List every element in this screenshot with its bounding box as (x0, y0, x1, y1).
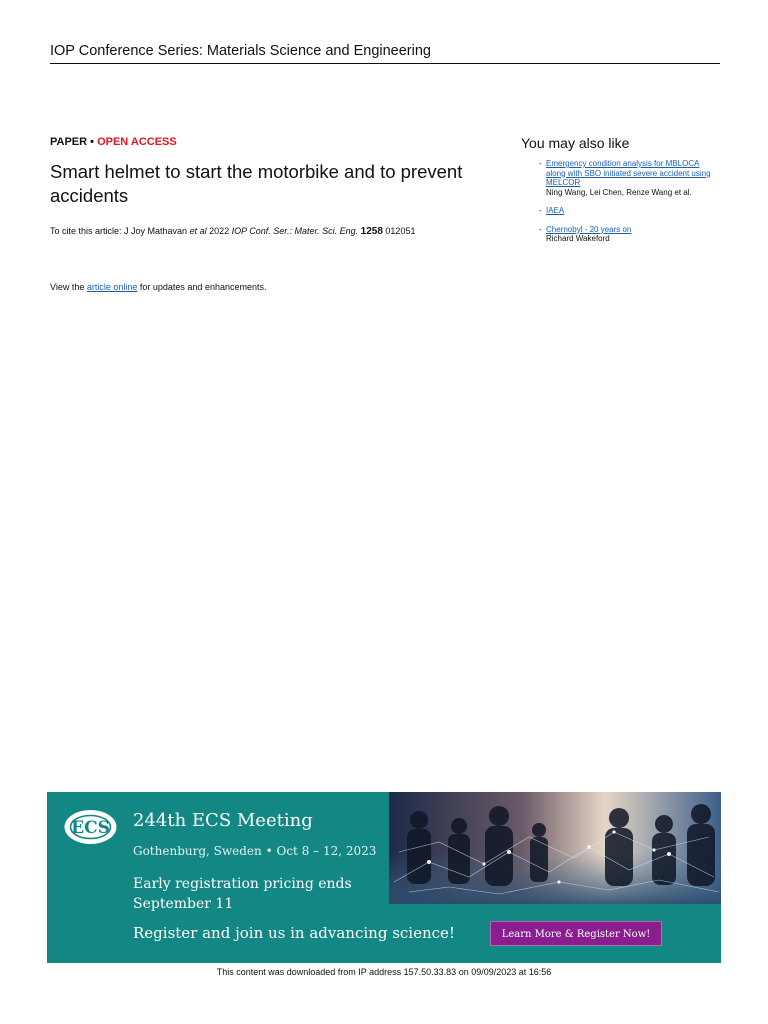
related-authors: Richard Wakeford (546, 234, 610, 243)
article-title: Smart helmet to start the motorbike and to prevent accidents (50, 161, 463, 206)
related-item (521, 159, 721, 197)
citation (50, 226, 415, 237)
related-heading: You may also like (521, 135, 630, 151)
related-item (521, 206, 721, 216)
meeting-location: Gothenburg, Sweden (133, 844, 262, 858)
related-authors: Ning Wang, Lei Chen, Renze Wang et al. (546, 187, 692, 197)
ecs-meeting-banner[interactable] (47, 792, 721, 963)
open-access-label: OPEN ACCESS (97, 136, 177, 148)
conference-photo (389, 792, 721, 904)
citation-volume: 1258 (360, 226, 383, 237)
citation-journal: IOP Conf. Ser.: Mater. Sci. Eng. (231, 226, 359, 236)
view-online-before: View the (50, 282, 87, 292)
paper-type-label: PAPER (50, 136, 88, 148)
ecs-logo-text: ECS (71, 818, 110, 838)
related-articles (521, 135, 721, 253)
separator: • (87, 136, 98, 148)
meeting-title: 244th ECS Meeting (133, 810, 313, 831)
related-link[interactable]: Chernobyl - 20 years on (546, 224, 632, 234)
learn-more-register-button[interactable]: Learn More & Register Now! (490, 921, 662, 946)
citation-article-number: 012051 (382, 226, 416, 236)
related-link[interactable]: Emergency condition analysis for MBLOCA along with SBO initiated severe accident using MELCOR (546, 159, 711, 187)
list-dash: - (539, 159, 542, 168)
ecs-logo (63, 808, 118, 846)
list-dash: - (539, 224, 542, 234)
list-dash: - (539, 206, 542, 215)
citation-year: 2022 (206, 226, 232, 236)
download-notice: This content was downloaded from IP address 157.50.33.83 on 09/09/2023 at 16:56 (216, 967, 552, 977)
related-link[interactable]: IAEA (546, 206, 565, 215)
view-online-after: for updates and enhancements. (137, 282, 267, 292)
view-online-line (50, 282, 266, 292)
bullet: • (265, 844, 273, 858)
meeting-location-dates (133, 844, 376, 858)
citation-et-al: et al (189, 226, 207, 236)
citation-prefix: To cite this article: J Joy Mathavan (50, 226, 190, 236)
banner-tagline: Register and join us in advancing science! (133, 924, 455, 942)
registration-deadline: Early registration pricing ends September 11 (133, 876, 352, 912)
meeting-dates: Oct 8 – 12, 2023 (276, 844, 377, 858)
article-online-link[interactable]: article online (86, 282, 138, 292)
journal-header: IOP Conference Series: Materials Science and Engineering (50, 43, 720, 64)
related-item (521, 225, 721, 244)
paper-type-line (50, 136, 177, 148)
